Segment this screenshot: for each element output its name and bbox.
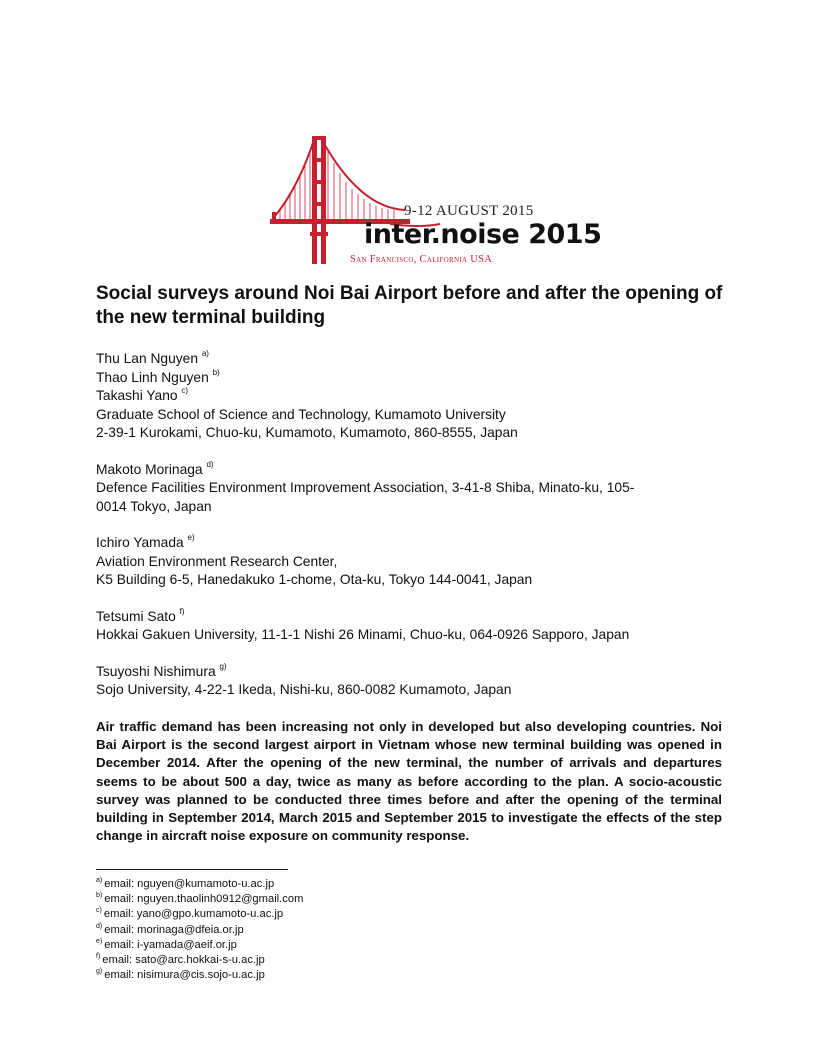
abstract: Air traffic demand has been increasing not only in developed but also developing countries. Noi Bai Airport is the second largest airport in Vietnam whose new terminal building was opened in December 2014. After the opening of the new terminal, the number of arrivals and departures seems to be about 500 a day, twice as many as before according to the plan. A socio-acoustic survey was planned to be conducted three times before and after the opening of the terminal building in September 2014, March 2015 and September 2015 to investigate the effects of the step change in aircraft noise exposure on community response. — [96, 719, 722, 844]
author-entry — [96, 534, 736, 553]
footnote — [96, 923, 496, 938]
author-mark: b) — [212, 367, 220, 377]
footnote — [96, 907, 496, 922]
footnote-mark: a) — [96, 877, 103, 884]
author-name: Makoto Morinaga — [96, 461, 203, 477]
author-name: Tsuyoshi Nishimura — [96, 663, 216, 679]
footnote — [96, 968, 496, 983]
footnote — [96, 892, 496, 907]
author-entry — [96, 461, 736, 480]
footnote-email: email: sato@arc.hokkai-s-u.ac.jp — [102, 954, 265, 967]
affiliation-line: Defence Facilities Environment Improvement Association, 3-41-8 Shiba, Minato-ku, 105- — [96, 480, 635, 495]
author-mark: g) — [219, 661, 227, 671]
footnote-email: email: nguyen@kumamoto-u.ac.jp — [104, 878, 275, 890]
footnote-email: email: yano@gpo.kumamoto-u.ac.jp — [103, 908, 284, 921]
footnote — [96, 938, 496, 953]
author-entry — [96, 387, 736, 406]
author-name: Thao Linh Nguyen — [96, 369, 209, 385]
author-name: Tetsumi Sato — [96, 608, 176, 624]
footnote-mark: g) — [96, 968, 103, 976]
paper-title: Social surveys around Noi Bai Airport before and after the opening of the new terminal building — [96, 283, 723, 328]
footnote-mark: d) — [96, 922, 103, 930]
footnote-email: email: morinaga@dfeia.or.jp — [104, 923, 244, 936]
affiliation-line: 2-39-1 Kurokami, Chuo-ku, Kumamoto, Kumamoto, 860-8555, Japan — [96, 425, 518, 440]
affiliation-line: K5 Building 6-5, Hanedakuko 1-chome, Ota-ku, Tokyo 144-0041, Japan — [96, 572, 533, 587]
author-block — [96, 350, 736, 700]
author-name: Ichiro Yamada — [96, 535, 184, 550]
author-entry — [96, 369, 736, 388]
affiliation-line: Graduate School of Science and Technology, Kumamoto University — [96, 406, 506, 422]
footnote-email: email: nisimura@cis.sojo-u.ac.jp — [104, 969, 265, 982]
author-mark: f) — [179, 606, 185, 616]
author-name: Thu Lan Nguyen — [96, 351, 199, 366]
conference-location: San Francisco, California USA — [350, 254, 493, 265]
author-mark: a) — [201, 349, 209, 358]
footnote-mark: e) — [96, 937, 103, 945]
affiliation-line: Hokkai Gakuen University, 11-1-1 Nishi 26 Minami, Chuo-ku, 064-0926 Sapporo, Japan — [96, 627, 630, 642]
author-mark: c) — [181, 386, 189, 395]
author-entry — [96, 663, 736, 682]
author-mark: d) — [206, 459, 214, 469]
footnote-email: email: i-yamada@aeif.or.jp — [104, 938, 237, 951]
affiliation-line: 0014 Tokyo, Japan — [96, 498, 212, 514]
author-mark: e) — [187, 533, 195, 542]
affiliation-line: Aviation Environment Research Center, — [96, 553, 338, 569]
footnotes — [96, 877, 496, 983]
footnote-mark: f) — [96, 953, 101, 961]
author-name: Takashi Yano — [96, 388, 178, 403]
footnote-mark: b) — [96, 892, 103, 900]
affiliation-line: Sojo University, 4-22-1 Ikeda, Nishi-ku, 860-0082 Kumamoto, Japan — [96, 682, 512, 697]
footnote-mark: c) — [96, 907, 102, 915]
footnote — [96, 953, 496, 968]
footnote-email: email: nguyen.thaolinh0912@gmail.com — [104, 893, 304, 906]
conference-name: inter.noise 2015 — [364, 219, 602, 250]
conference-dates: 9-12 AUGUST 2015 — [404, 203, 534, 219]
footnote — [96, 877, 496, 892]
author-entry — [96, 350, 736, 369]
author-entry — [96, 608, 736, 627]
footnote-divider — [96, 869, 288, 870]
